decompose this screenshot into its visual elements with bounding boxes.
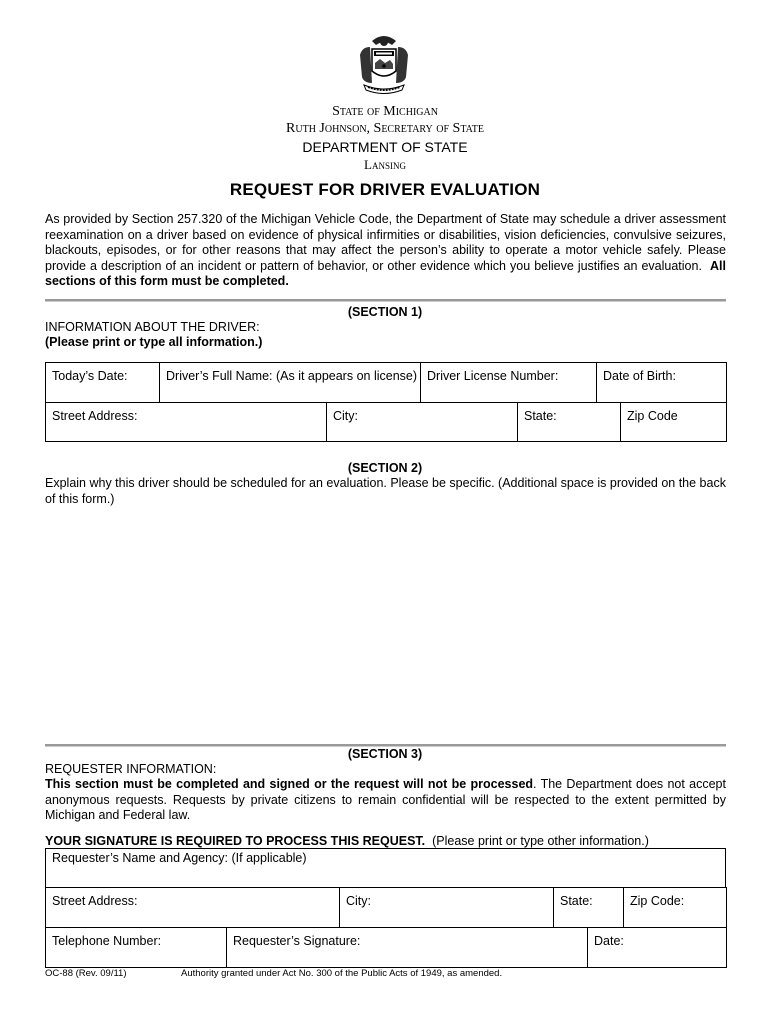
signature-required-notice: YOUR SIGNATURE IS REQUIRED TO PROCESS THIS REQUEST. — [45, 834, 426, 848]
requester-street-address-field[interactable] — [46, 888, 340, 928]
section-2-instructions: Explain why this driver should be scheduled for an evaluation. Please be specific. (Additional space is provided on the back of this form.) — [45, 476, 726, 506]
driver-license-number-field[interactable] — [421, 363, 597, 403]
todays-date-label: Today’s Date: — [52, 369, 128, 383]
driver-street-address-field[interactable] — [46, 403, 327, 442]
driver-full-name-field[interactable] — [160, 363, 421, 403]
driver-full-name-label: Driver’s Full Name: (As it appears on license) — [166, 369, 418, 383]
requester-info-label: REQUESTER INFORMATION: — [45, 762, 217, 776]
signature-date-field[interactable] — [588, 928, 727, 968]
form-id: OC-88 (Rev. 09/11) — [45, 968, 127, 979]
driver-city-label: City: — [333, 409, 358, 423]
date-of-birth-field[interactable] — [597, 363, 727, 403]
signature-date-label: Date: — [594, 934, 624, 948]
form-title: REQUEST FOR DRIVER EVALUATION — [229, 180, 541, 199]
driver-license-number-label: Driver License Number: — [427, 369, 559, 383]
section-2-heading: (SECTION 2) — [347, 461, 423, 475]
driver-info-row-2 — [45, 402, 727, 442]
driver-state-field[interactable] — [518, 403, 621, 442]
requester-row-1 — [45, 848, 726, 888]
requester-state-field[interactable] — [554, 888, 624, 928]
requester-name-agency-label: Requester’s Name and Agency: (If applicable) — [52, 851, 307, 865]
state-name: State of Michigan — [332, 104, 438, 119]
requester-zip-code-label: Zip Code: — [630, 894, 685, 908]
section-1-divider — [45, 299, 726, 301]
requester-name-agency-field[interactable] — [46, 849, 726, 888]
city-name: Lansing — [364, 157, 406, 172]
intro-paragraph — [45, 212, 726, 290]
driver-info-instruction: (Please print or type all information.) — [45, 335, 263, 349]
authority-statement: Authority granted under Act No. 300 of the Public Acts of 1949, as amended. — [181, 968, 503, 979]
requester-notice — [45, 777, 726, 824]
requester-row-3 — [45, 927, 727, 968]
driver-state-label: State: — [524, 409, 557, 423]
section-3-divider — [45, 744, 726, 746]
intro-bold-text: All sections of this form must be completed. — [45, 258, 726, 288]
secretary-name: Ruth Johnson, Secretary of State — [286, 121, 484, 136]
requester-state-label: State: — [560, 894, 593, 908]
requester-street-address-label: Street Address: — [52, 894, 138, 908]
driver-street-address-label: Street Address: — [52, 409, 138, 423]
driver-info-row-1 — [45, 362, 727, 403]
signature-required-line — [45, 834, 649, 848]
requester-signature-label: Requester’s Signature: — [233, 934, 361, 948]
driver-zip-code-label: Zip Code — [627, 409, 678, 423]
requester-city-field[interactable] — [340, 888, 554, 928]
driver-info-label: INFORMATION ABOUT THE DRIVER: — [45, 320, 260, 334]
state-seal-icon — [352, 33, 416, 95]
signature-note: (Please print or type other information.) — [432, 834, 649, 848]
explanation-text-area[interactable] — [45, 510, 726, 740]
telephone-number-label: Telephone Number: — [52, 934, 162, 948]
requester-signature-field[interactable] — [227, 928, 588, 968]
date-of-birth-label: Date of Birth: — [603, 369, 676, 383]
requester-notice-text: . The Department does not accept anonymous requests. Requests by private citizens to remain confidential will be respected to the extent permitted by Michigan and Federal law. — [45, 777, 726, 822]
intro-text: As provided by Section 257.320 of the Michigan Vehicle Code, the Department of State may schedule a driver assessment reexamination on a driver based on evidence of physical infirmities or disabilities, vision deficiencies, convulsive seizures, blackouts, episodes, or for other reasons that may affect the person’s ability to operate a motor vehicle safely. Please provide a description of an incident or pattern of behavior, or other evidence which you believe justifies an evaluation. — [45, 212, 726, 273]
department-name: DEPARTMENT OF STATE — [302, 139, 468, 155]
driver-city-field[interactable] — [327, 403, 518, 442]
telephone-number-field[interactable] — [46, 928, 227, 968]
section-1-heading: (SECTION 1) — [347, 305, 423, 319]
requester-notice-bold: This section must be completed and signed or the request will not be processed — [45, 777, 534, 791]
section-3-heading: (SECTION 3) — [347, 747, 423, 761]
requester-row-2 — [45, 887, 727, 928]
todays-date-field[interactable] — [46, 363, 160, 403]
requester-zip-code-field[interactable] — [624, 888, 727, 928]
driver-zip-code-field[interactable] — [621, 403, 727, 442]
requester-city-label: City: — [346, 894, 371, 908]
